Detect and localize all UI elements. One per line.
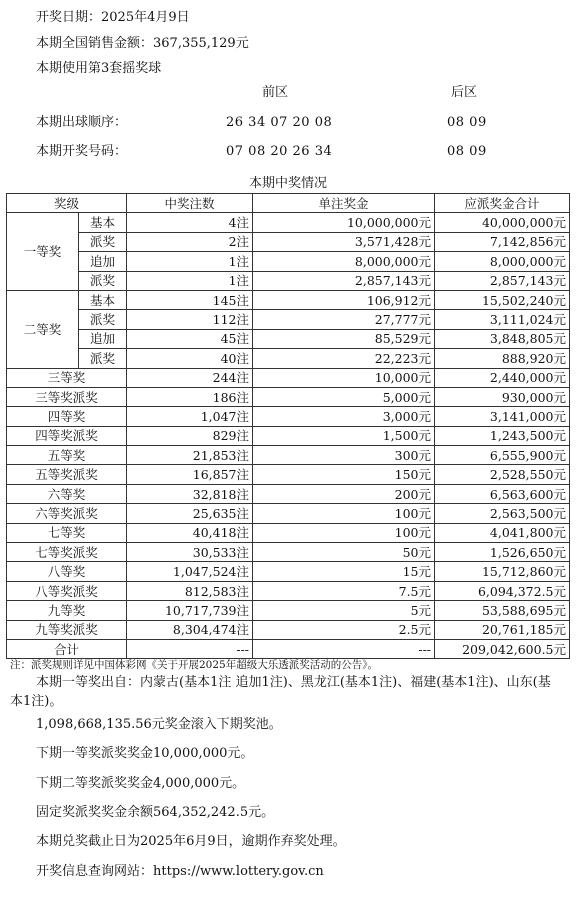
single-prize: 85,529元 (253, 329, 435, 348)
total-prize: 209,042,600.5元 (435, 639, 570, 658)
win-count: 145注 (127, 290, 253, 309)
single-prize: 106,912元 (253, 290, 435, 309)
draw-order-back: 08 09 (447, 115, 487, 130)
total-prize: 7,142,856元 (435, 232, 570, 251)
total-prize: 8,000,000元 (435, 252, 570, 271)
group-label-second: 二等奖 (7, 290, 79, 368)
sub-level: 基本 (79, 290, 127, 309)
table-row (7, 407, 570, 426)
sub-level: 派奖 (79, 310, 127, 329)
table-row (7, 543, 570, 562)
total-prize: 15,502,240元 (435, 290, 570, 309)
header-prize: 单注奖金 (253, 194, 435, 213)
single-prize: 22,223元 (253, 349, 435, 368)
header-count: 中奖注数 (127, 194, 253, 213)
sub-level: 派奖 (79, 232, 127, 251)
single-prize: 2.5元 (253, 620, 435, 639)
draw-order-label: 本期出球顺序： (36, 115, 128, 130)
single-prize: 1,500元 (253, 426, 435, 445)
sub-level: 派奖 (79, 271, 127, 290)
header-level: 奖级 (7, 194, 127, 213)
prize-level: 五等奖 (7, 446, 127, 465)
single-prize: 50元 (253, 543, 435, 562)
table-row (7, 271, 570, 290)
table-caption: 本期中奖情况 (248, 176, 327, 191)
sales-amount: 本期全国销售金额：367,355,129元 (36, 36, 249, 51)
single-prize: 8,000,000元 (253, 252, 435, 271)
claim-deadline: 本期兑奖截止日为2025年6月9日，逾期作弃奖处理。 (36, 834, 346, 849)
total-row (7, 639, 570, 658)
win-count: 1注 (127, 252, 253, 271)
total-prize: 888,920元 (435, 349, 570, 368)
prize-level: 三等奖派奖 (7, 387, 127, 406)
win-count: 8,304,474注 (127, 620, 253, 639)
win-count: 2注 (127, 232, 253, 251)
table-row (7, 484, 570, 503)
single-prize: --- (253, 639, 435, 658)
win-count: 45注 (127, 329, 253, 348)
prize-level: 五等奖派奖 (7, 465, 127, 484)
win-count: 112注 (127, 310, 253, 329)
single-prize: 27,777元 (253, 310, 435, 329)
table-row (7, 232, 570, 251)
header-total: 应派奖金合计 (435, 194, 570, 213)
sub-level: 派奖 (79, 349, 127, 368)
single-prize: 200元 (253, 484, 435, 503)
first-prize-origin: 本期一等奖出自：内蒙古(基本1注 追加1注)、黑龙江(基本1注)、福建(基本1注)、山东(基本1注)。 (10, 675, 551, 709)
lottery-website: 开奖信息查询网站：https://www.lottery.gov.cn (36, 864, 324, 879)
prize-level: 四等奖 (7, 407, 127, 426)
fixed-prize-balance: 固定奖派奖奖金余额564,352,242.5元。 (36, 805, 275, 820)
next-first-prize-bonus: 下期一等奖派奖奖金10,000,000元。 (36, 746, 254, 761)
prize-level: 六等奖派奖 (7, 504, 127, 523)
prize-level: 三等奖 (7, 368, 127, 387)
win-count: 829注 (127, 426, 253, 445)
winning-numbers-back: 08 09 (447, 144, 487, 159)
total-prize: 20,761,185元 (435, 620, 570, 639)
win-count: 812,583注 (127, 581, 253, 600)
single-prize: 2,857,143元 (253, 271, 435, 290)
rollover-amount: 1,098,668,135.56元奖金滚入下期奖池。 (36, 717, 282, 732)
single-prize: 10,000,000元 (253, 213, 435, 232)
total-prize: 2,528,550元 (435, 465, 570, 484)
single-prize: 5元 (253, 601, 435, 620)
sub-level: 追加 (79, 252, 127, 271)
sub-level: 追加 (79, 329, 127, 348)
table-row (7, 426, 570, 445)
total-prize: 1,243,500元 (435, 426, 570, 445)
win-count: 10,717,739注 (127, 601, 253, 620)
win-count: 21,853注 (127, 446, 253, 465)
single-prize: 3,571,428元 (253, 232, 435, 251)
front-zone-label: 前区 (262, 85, 289, 100)
table-row (7, 465, 570, 484)
total-prize: 6,555,900元 (435, 446, 570, 465)
win-count: 40注 (127, 349, 253, 368)
single-prize: 7.5元 (253, 581, 435, 600)
single-prize: 15元 (253, 562, 435, 581)
win-count: 30,533注 (127, 543, 253, 562)
table-row (7, 310, 570, 329)
prize-level: 八等奖 (7, 562, 127, 581)
total-prize: 15,712,860元 (435, 562, 570, 581)
next-second-prize-bonus: 下期二等奖派奖奖金4,000,000元。 (36, 776, 246, 791)
single-prize: 150元 (253, 465, 435, 484)
table-header-row (7, 194, 570, 213)
table-row (7, 387, 570, 406)
total-prize: 2,857,143元 (435, 271, 570, 290)
table-row (7, 620, 570, 639)
win-count: 16,857注 (127, 465, 253, 484)
total-prize: 1,526,650元 (435, 543, 570, 562)
prize-level: 七等奖派奖 (7, 543, 127, 562)
prize-level: 六等奖 (7, 484, 127, 503)
winning-numbers-front: 07 08 20 26 34 (226, 144, 333, 159)
total-prize: 6,563,600元 (435, 484, 570, 503)
sub-level: 基本 (79, 213, 127, 232)
footnote: 注：派奖规则详见中国体彩网《关于开展2025年超级大乐透派奖活动的公告》。 (10, 659, 378, 671)
table-row (7, 523, 570, 542)
table-row (7, 446, 570, 465)
total-prize: 2,563,500元 (435, 504, 570, 523)
single-prize: 100元 (253, 504, 435, 523)
total-prize: 40,000,000元 (435, 213, 570, 232)
win-count: 32,818注 (127, 484, 253, 503)
win-count: --- (127, 639, 253, 658)
prize-level: 九等奖 (7, 601, 127, 620)
ball-set: 本期使用第3套摇奖球 (36, 61, 162, 76)
total-prize: 6,094,372.5元 (435, 581, 570, 600)
win-count: 1注 (127, 271, 253, 290)
group-label-first: 一等奖 (7, 213, 79, 291)
prize-table (6, 193, 570, 659)
single-prize: 10,000元 (253, 368, 435, 387)
table-row (7, 368, 570, 387)
total-prize: 53,588,695元 (435, 601, 570, 620)
draw-date: 开奖日期：2025年4月9日 (36, 10, 190, 25)
total-prize: 3,111,024元 (435, 310, 570, 329)
win-count: 1,047,524注 (127, 562, 253, 581)
win-count: 244注 (127, 368, 253, 387)
table-row (7, 252, 570, 271)
table-row (7, 349, 570, 368)
table-row (7, 329, 570, 348)
table-row (7, 601, 570, 620)
prize-level: 九等奖派奖 (7, 620, 127, 639)
prize-level: 七等奖 (7, 523, 127, 542)
draw-order-front: 26 34 07 20 08 (226, 115, 333, 130)
prize-level: 四等奖派奖 (7, 426, 127, 445)
single-prize: 300元 (253, 446, 435, 465)
single-prize: 3,000元 (253, 407, 435, 426)
back-zone-label: 后区 (451, 85, 478, 100)
table-row (7, 213, 570, 232)
win-count: 186注 (127, 387, 253, 406)
prize-level: 八等奖派奖 (7, 581, 127, 600)
win-count: 1,047注 (127, 407, 253, 426)
table-row (7, 290, 570, 309)
win-count: 25,635注 (127, 504, 253, 523)
total-prize: 4,041,800元 (435, 523, 570, 542)
win-count: 40,418注 (127, 523, 253, 542)
winning-numbers-label: 本期开奖号码： (36, 144, 128, 159)
win-count: 4注 (127, 213, 253, 232)
total-prize: 3,848,805元 (435, 329, 570, 348)
single-prize: 100元 (253, 523, 435, 542)
single-prize: 5,000元 (253, 387, 435, 406)
total-prize: 2,440,000元 (435, 368, 570, 387)
table-row (7, 504, 570, 523)
table-row (7, 581, 570, 600)
table-row (7, 562, 570, 581)
total-prize: 3,141,000元 (435, 407, 570, 426)
total-prize: 930,000元 (435, 387, 570, 406)
prize-level: 合计 (7, 639, 127, 658)
